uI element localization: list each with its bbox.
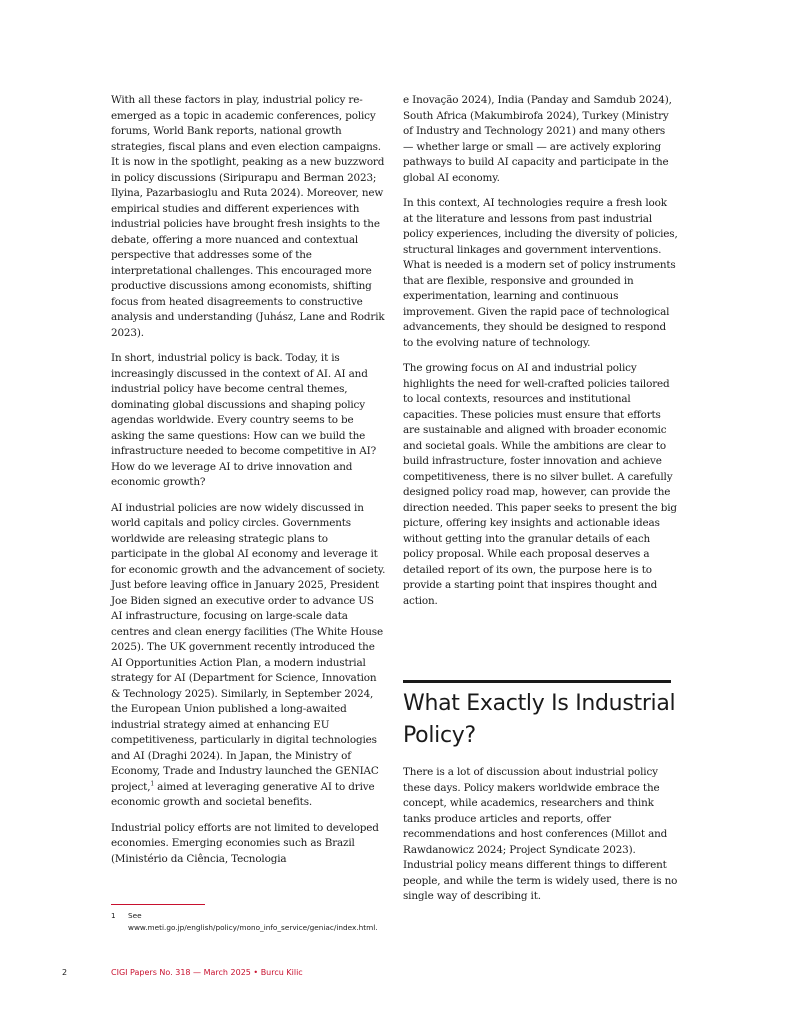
footnote-text[interactable]: See www.meti.go.jp/english/policy/mono_info_service/geniac/index.html. [128, 911, 378, 932]
paragraph-text: AI industrial policies are now widely discussed in world capitals and policy circles. Governments worldwide are releasing strategic plans to participate in the global AI economy and leverage it for economic growth and the advancement of society. Just before leaving office in January 2025, President Joe Biden signed an executive order to advance US AI infrastructure, focusing on large-scale data centres and clean energy facilities (The White House 2025). The UK government recently introduced the AI Opportunities Action Plan, a modern industrial strategy for AI (Department for Science, Innovation & Technology 2025). Similarly, in September 2024, the European Union published a long-awaited industrial strategy aimed at enhancing EU competitiveness, particularly in digital technologies and AI (Draghi 2024). In Japan, the Ministry of Economy, Trade and Industry launched the GENIAC project, [111, 501, 386, 793]
section-body [403, 765, 678, 915]
body-paragraph: With all these factors in play, industrial policy re-emerged as a topic in academic conferences, policy forums, World Bank reports, national growth strategies, fiscal plans and even election campaigns. It is now in the spotlight, peaking as a new buzzword in policy discussions (Siripurapu and Berman 2023; Ilyina, Pazarbasioglu and Ruta 2024). Moreover, new empirical studies and different experiences with industrial policies have brought fresh insights to the debate, offering a more nuanced and contextual perspective that addresses some of the interpretational challenges. This encouraged more productive discussions among economists, shifting focus from heated disagreements to constructive analysis and understanding (Juhász, Lane and Rodrik 2023). [111, 94, 385, 339]
footnote-number: 1 [111, 911, 116, 920]
body-paragraph: The growing focus on AI and industrial policy highlights the need for well-crafted policies tailored to local contexts, resources and institutional capacities. These policies must ensure that efforts are sustainable and aligned with broader economic and societal goals. While the ambitions are clear to build infrastructure, foster innovation and achieve competitiveness, there is no silver bullet. A carefully designed policy road map, however, can provide the direction needed. This paper seeks to present the big picture, offering key insights and actionable ideas without getting into the granular details of each policy proposal. While each proposal deserves a detailed report of its own, the purpose here is to provide a starting point that inspires thought and action. [403, 362, 677, 607]
running-footer: CIGI Papers No. 318 — March 2025 • Burcu Kilic [111, 968, 303, 977]
body-paragraph-with-footnote [111, 501, 386, 811]
body-paragraph: e Inovação 2024), India (Panday and Samdub 2024), South Africa (Makumbirofa 2024), Turkey (Ministry of Industry and Technology 2021) and many others — whether large or small — are actively exploring pathways to build AI capacity and participate in the global AI economy. [403, 94, 672, 184]
page-number: 2 [62, 968, 68, 977]
paragraph-text: aimed at leveraging generative AI to drive economic growth and societal benefits. [111, 780, 375, 808]
footnote [111, 910, 378, 934]
footnote-divider [111, 904, 205, 905]
section-divider [403, 680, 671, 683]
footnote-reference[interactable]: 1 [150, 780, 155, 788]
right-column [403, 93, 678, 619]
body-paragraph: Industrial policy efforts are not limited to developed economies. Emerging economies such as Brazil (Ministério da Ciência, Tecnologia [111, 821, 379, 865]
body-paragraph: In this context, AI technologies require a fresh look at the literature and lessons from past industrial policy experiences, including the diversity of policies, structural linkages and government interventions. What is needed is a modern set of policy instruments that are flexible, responsive and grounded in experimentation, learning and continuous improvement. Given the rapid pace of technological advancements, they should be designed to respond to the evolving nature of technology. [403, 197, 678, 349]
section-heading: What Exactly Is Industrial Policy? [403, 691, 676, 748]
body-paragraph: In short, industrial policy is back. Today, it is increasingly discussed in the context of AI. AI and industrial policy have become central themes, dominating global discussions and shaping policy agendas worldwide. Every country seems to be asking the same questions: How can we build the infrastructure needed to become competitive in AI? How do we leverage AI to drive innovation and economic growth? [111, 352, 377, 488]
body-paragraph: There is a lot of discussion about industrial policy these days. Policy makers worldwide embrace the concept, while academics, researchers and think tanks produce articles and reports, offer recommendations and host conferences (Millot and Rawdanowicz 2024; Project Syndicate 2023). Industrial policy means different things to different people, and while the term is widely used, there is no single way of describing it. [403, 766, 678, 902]
left-column [111, 93, 386, 877]
